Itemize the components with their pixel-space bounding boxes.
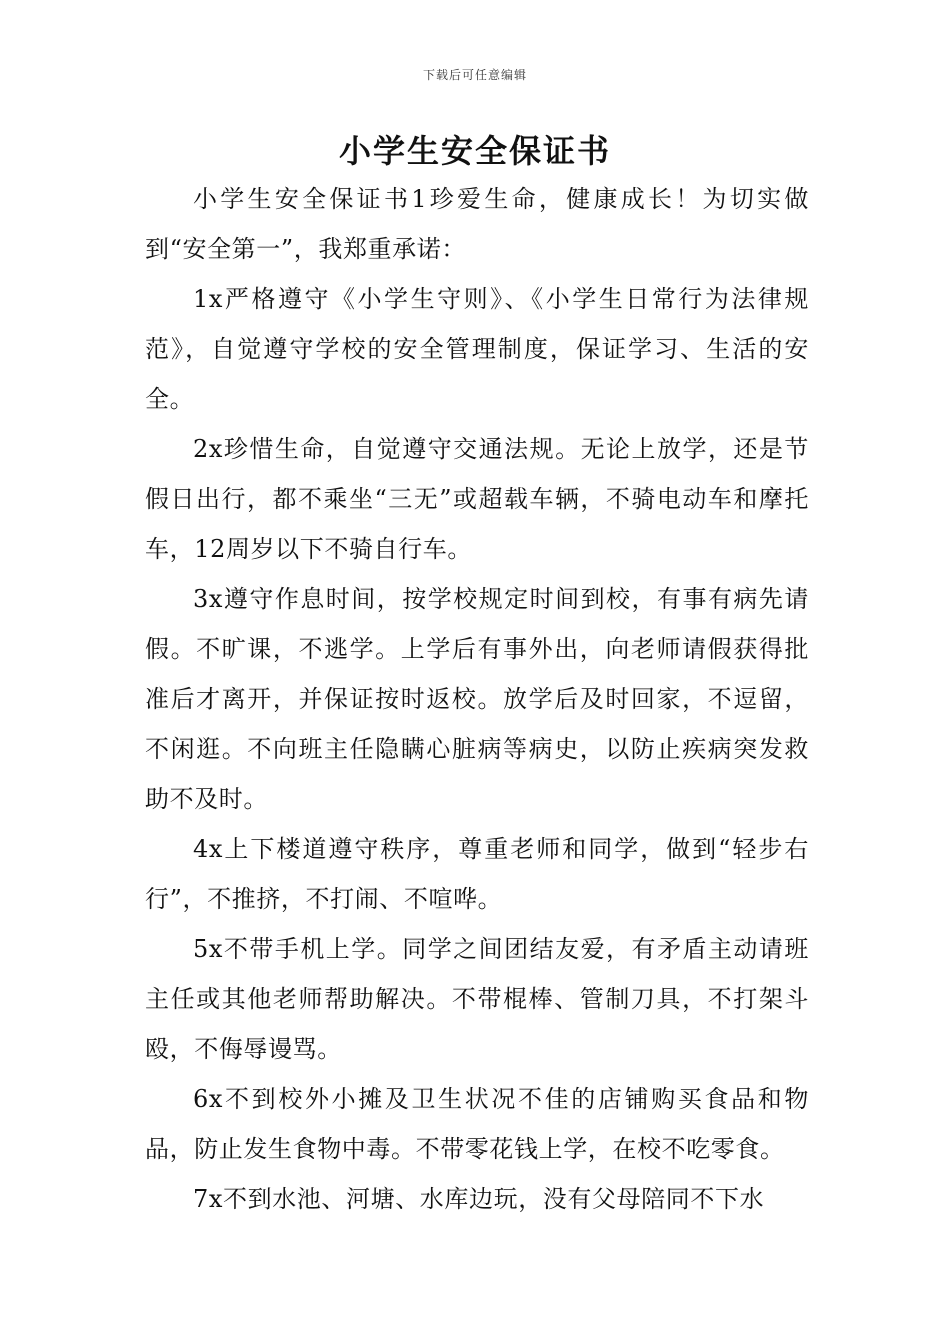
paragraph-item-3: 3x遵守作息时间，按学校规定时间到校，有事有病先请假。不旷课，不逃学。上学后有事外出，向老师请假获得批准后才离开，并保证按时返校。放学后及时回家，不逗留，不闲逛。不向班主任隐瞒心脏病等病史，以防止疾病突发救助不及时。 (145, 585, 809, 813)
paragraph-item-1: 1x严格遵守《小学生守则》、《小学生日常行为法律规范》，自觉遵守学校的安全管理制度，保证学习、生活的安全。 (145, 285, 809, 413)
paragraph-item-2: 2x珍惜生命，自觉遵守交通法规。无论上放学，还是节假日出行，都不乘坐“三无”或超载车辆，不骑电动车和摩托车，12周岁以下不骑自行车。 (145, 435, 809, 563)
document-title: 小学生安全保证书 (338, 132, 611, 170)
paragraph-intro: 小学生安全保证书1珍爱生命，健康成长！为切实做到“安全第一”，我郑重承诺： (145, 185, 809, 263)
paragraph-item-4: 4x上下楼道遵守秩序，尊重老师和同学，做到“轻步右行”，不推挤，不打闹、不喧哗。 (145, 835, 809, 913)
header-note: 下载后可任意编辑 (422, 68, 527, 82)
paragraph-item-7: 7x不到水池、河塘、水库边玩，没有父母陪同不下水 (193, 1185, 765, 1213)
document-body (145, 174, 809, 1224)
paragraph-item-5: 5x不带手机上学。同学之间团结友爱，有矛盾主动请班主任或其他老师帮助解决。不带棍棒、管制刀具，不打架斗殴，不侮辱谩骂。 (145, 935, 809, 1063)
paragraph-item-6: 6x不到校外小摊及卫生状况不佳的店铺购买食品和物品，防止发生食物中毒。不带零花钱上学，在校不吃零食。 (145, 1085, 809, 1163)
